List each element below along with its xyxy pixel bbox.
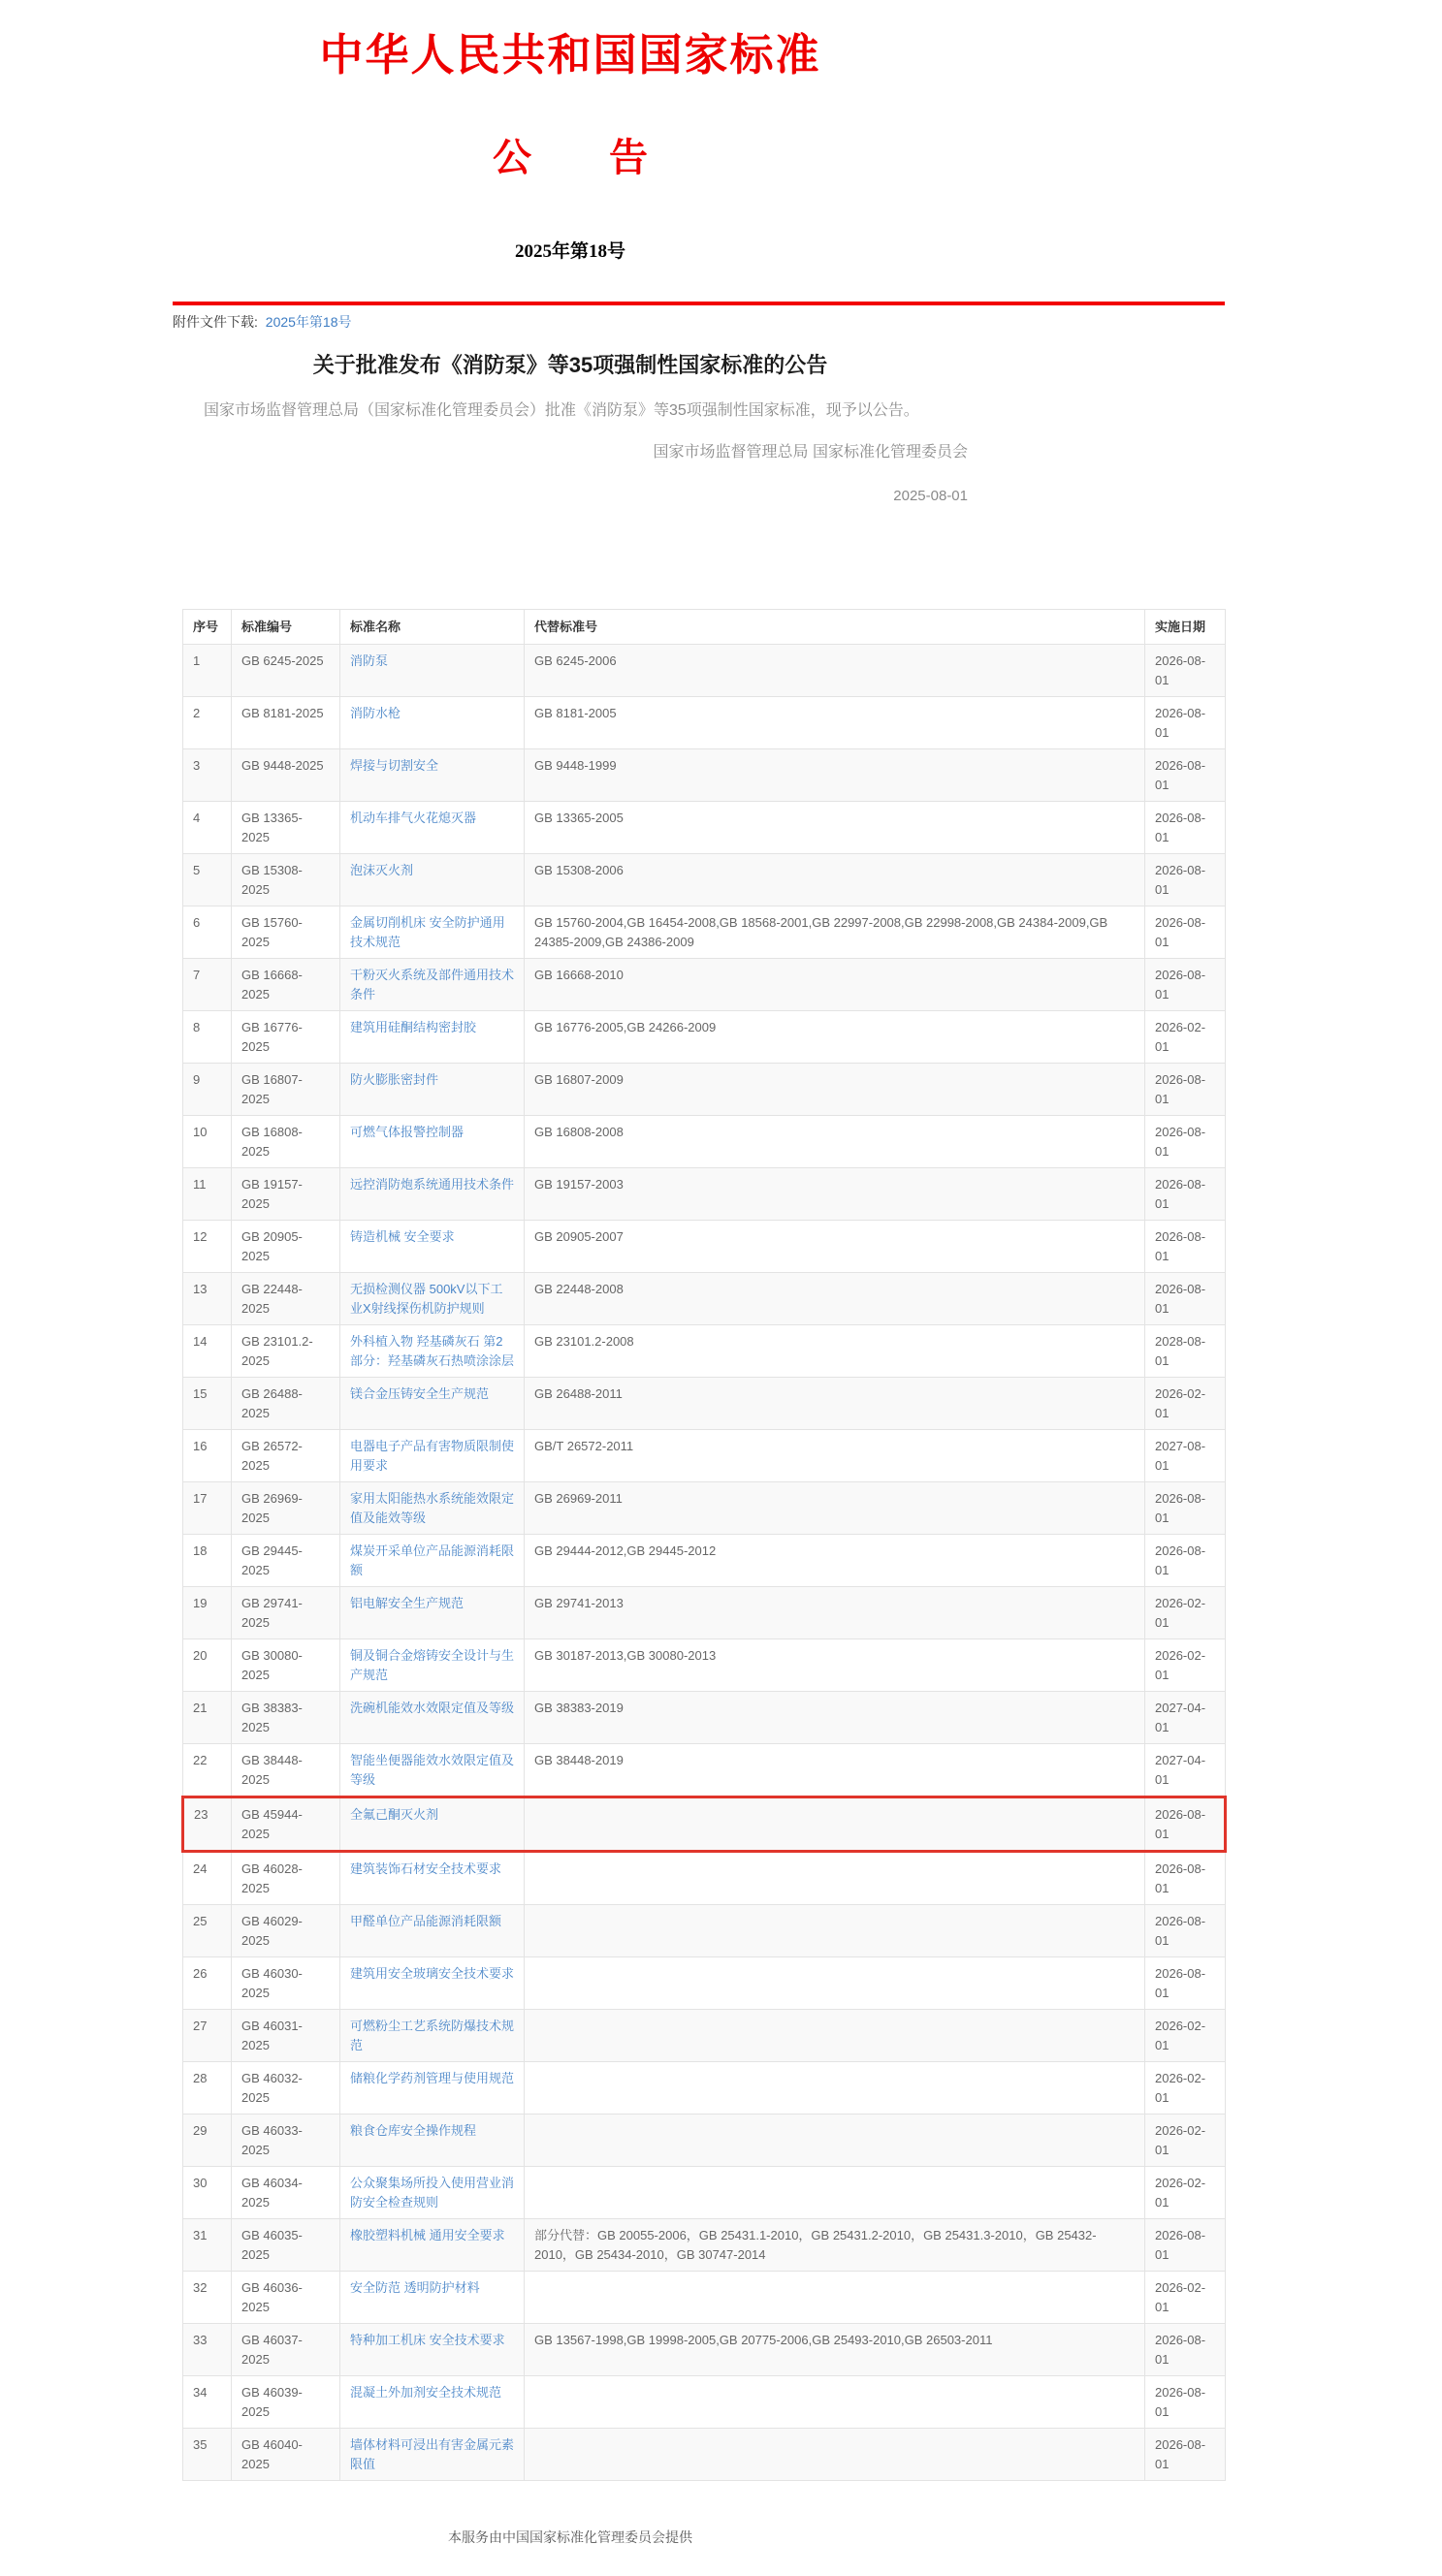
row-name-link[interactable]: 消防水枪 <box>350 706 401 721</box>
row-replaces: GB 20905-2007 <box>525 1221 1145 1273</box>
row-code: GB 26572-2025 <box>232 1430 340 1482</box>
table-row <box>183 1325 1226 1378</box>
row-date: 2026-08-01 <box>1145 1273 1226 1325</box>
row-code: GB 46034-2025 <box>232 2167 340 2219</box>
row-code: GB 22448-2025 <box>232 1273 340 1325</box>
standards-table-header <box>183 609 1226 645</box>
row-no: 10 <box>183 1116 232 1168</box>
row-date: 2026-08-01 <box>1145 1221 1226 1273</box>
row-name-link[interactable]: 机动车排气火花熄灭器 <box>350 811 477 826</box>
table-row <box>183 1273 1226 1325</box>
row-code: GB 16808-2025 <box>232 1116 340 1168</box>
row-date: 2026-08-01 <box>1145 959 1226 1011</box>
row-code: GB 38448-2025 <box>232 1744 340 1797</box>
table-row <box>183 697 1226 749</box>
header-cell-code: 标准编号 <box>232 609 340 645</box>
row-no: 1 <box>183 645 232 697</box>
row-no: 33 <box>183 2324 232 2376</box>
table-row <box>183 1482 1226 1535</box>
row-no: 24 <box>183 1852 232 1905</box>
row-name-link[interactable]: 电器电子产品有害物质限制使用要求 <box>350 1439 515 1473</box>
row-name-link[interactable]: 洗碗机能效水效限定值及等级 <box>350 1701 515 1716</box>
row-code: GB 9448-2025 <box>232 749 340 802</box>
row-code: GB 29741-2025 <box>232 1587 340 1639</box>
row-no: 9 <box>183 1064 232 1116</box>
row-date: 2026-08-01 <box>1145 1852 1226 1905</box>
row-replaces <box>525 2272 1145 2324</box>
table-row <box>183 1011 1226 1064</box>
table-row <box>183 1852 1226 1905</box>
row-name-link[interactable]: 橡胶塑料机械 通用安全要求 <box>350 2228 505 2243</box>
table-row <box>183 1797 1226 1852</box>
row-name-link[interactable]: 建筑用安全玻璃安全技术要求 <box>350 1966 515 1982</box>
row-no: 34 <box>183 2376 232 2429</box>
row-code: GB 46035-2025 <box>232 2219 340 2272</box>
table-row <box>183 1064 1226 1116</box>
row-replaces: GB 15308-2006 <box>525 854 1145 906</box>
row-no: 12 <box>183 1221 232 1273</box>
row-replaces: GB 26488-2011 <box>525 1378 1145 1430</box>
row-name-link[interactable]: 防火膨胀密封件 <box>350 1072 439 1088</box>
row-no: 5 <box>183 854 232 906</box>
row-name-link[interactable]: 金属切削机床 安全防护通用技术规范 <box>350 915 505 949</box>
issue-number: 2025年第18号 <box>514 241 625 262</box>
table-row <box>183 1221 1226 1273</box>
row-replaces: GB 30187-2013,GB 30080-2013 <box>525 1639 1145 1692</box>
row-name-link[interactable]: 安全防范 透明防护材料 <box>350 2280 480 2296</box>
row-replaces: GB 9448-1999 <box>525 749 1145 802</box>
row-no: 19 <box>183 1587 232 1639</box>
row-replaces: GB 13567-1998,GB 19998-2005,GB 20775-2006,GB 25493-2010,GB 26503-2011 <box>525 2324 1145 2376</box>
row-name-link[interactable]: 甲醛单位产品能源消耗限额 <box>350 1914 502 1929</box>
row-no: 23 <box>183 1797 232 1852</box>
row-replaces: GB 29444-2012,GB 29445-2012 <box>525 1535 1145 1587</box>
row-name-link[interactable]: 粮食仓库安全操作规程 <box>350 2123 477 2139</box>
row-no: 28 <box>183 2062 232 2115</box>
row-code: GB 30080-2025 <box>232 1639 340 1692</box>
row-name-link[interactable]: 智能坐便器能效水效限定值及等级 <box>350 1753 515 1787</box>
row-no: 29 <box>183 2115 232 2167</box>
table-row <box>183 959 1226 1011</box>
row-code: GB 46036-2025 <box>232 2272 340 2324</box>
table-row <box>183 1744 1226 1797</box>
table-row <box>183 1168 1226 1221</box>
row-no: 21 <box>183 1692 232 1744</box>
row-name-link[interactable]: 消防泵 <box>350 653 389 669</box>
standards-table <box>181 609 1227 2482</box>
row-no: 31 <box>183 2219 232 2272</box>
announcement-date: 2025-08-01 <box>893 487 968 504</box>
table-row <box>183 2429 1226 2481</box>
row-replaces: GB 29741-2013 <box>525 1587 1145 1639</box>
row-code: GB 16668-2025 <box>232 959 340 1011</box>
row-date: 2026-08-01 <box>1145 1168 1226 1221</box>
row-date: 2026-02-01 <box>1145 1011 1226 1064</box>
table-row <box>183 1587 1226 1639</box>
row-code: GB 46032-2025 <box>232 2062 340 2115</box>
row-code: GB 46033-2025 <box>232 2115 340 2167</box>
row-code: GB 46037-2025 <box>232 2324 340 2376</box>
row-replaces: GB/T 26572-2011 <box>525 1430 1145 1482</box>
masthead <box>173 19 968 263</box>
row-replaces: GB 16668-2010 <box>525 959 1145 1011</box>
table-row <box>183 1692 1226 1744</box>
row-date: 2026-02-01 <box>1145 1639 1226 1692</box>
row-date: 2026-08-01 <box>1145 854 1226 906</box>
table-row <box>183 1535 1226 1587</box>
row-no: 6 <box>183 906 232 959</box>
row-replaces <box>525 2062 1145 2115</box>
table-row <box>183 1116 1226 1168</box>
row-name-link[interactable]: 可燃粉尘工艺系统防爆技术规范 <box>350 2019 515 2052</box>
row-no: 13 <box>183 1273 232 1325</box>
header-cell-no: 序号 <box>183 609 232 645</box>
row-replaces: GB 6245-2006 <box>525 645 1145 697</box>
row-name-link[interactable]: 干粉灭火系统及部件通用技术条件 <box>350 968 515 1002</box>
row-replaces <box>525 2010 1145 2062</box>
row-code: GB 46031-2025 <box>232 2010 340 2062</box>
attachment-download-link[interactable]: 2025年第18号 <box>265 314 352 330</box>
row-name-link[interactable]: 无损检测仪器 500kV以下工业X射线探伤机防护规则 <box>350 1282 503 1316</box>
row-name-link[interactable]: 墙体材料可浸出有害金属元素限值 <box>350 2437 515 2471</box>
row-date: 2027-08-01 <box>1145 1430 1226 1482</box>
row-name-link[interactable]: 焊接与切割安全 <box>350 758 439 774</box>
row-date: 2026-02-01 <box>1145 2167 1226 2219</box>
attachment-bar <box>173 302 1225 332</box>
row-no: 22 <box>183 1744 232 1797</box>
row-no: 16 <box>183 1430 232 1482</box>
announcement-signature: 国家市场监督管理总局 国家标准化管理委员会 <box>653 443 968 461</box>
row-name-link[interactable]: 公众聚集场所投入使用营业消防安全检查规则 <box>350 2176 515 2210</box>
row-date: 2026-08-01 <box>1145 1535 1226 1587</box>
table-row <box>183 2167 1226 2219</box>
row-no: 3 <box>183 749 232 802</box>
row-date: 2026-08-01 <box>1145 802 1226 854</box>
row-replaces: GB 16808-2008 <box>525 1116 1145 1168</box>
row-code: GB 15308-2025 <box>232 854 340 906</box>
announcement-type-title: 公 告 <box>493 136 648 179</box>
row-code: GB 38383-2025 <box>232 1692 340 1744</box>
row-no: 35 <box>183 2429 232 2481</box>
row-date: 2026-02-01 <box>1145 1587 1226 1639</box>
row-no: 18 <box>183 1535 232 1587</box>
row-replaces: GB 38448-2019 <box>525 1744 1145 1797</box>
row-date: 2026-08-01 <box>1145 1482 1226 1535</box>
row-code: GB 23101.2-2025 <box>232 1325 340 1378</box>
row-date: 2026-08-01 <box>1145 749 1226 802</box>
row-no: 25 <box>183 1905 232 1957</box>
row-replaces <box>525 2429 1145 2481</box>
row-no: 20 <box>183 1639 232 1692</box>
row-name-link[interactable]: 外科植入物 羟基磷灰石 第2部分：羟基磷灰石热喷涂涂层 <box>350 1334 515 1368</box>
table-row <box>183 1957 1226 2010</box>
table-row <box>183 1639 1226 1692</box>
row-name-link[interactable]: 铸造机械 安全要求 <box>350 1229 455 1245</box>
table-row <box>183 2010 1226 2062</box>
row-date: 2026-08-01 <box>1145 1905 1226 1957</box>
row-no: 15 <box>183 1378 232 1430</box>
row-code: GB 13365-2025 <box>232 802 340 854</box>
header-row <box>183 609 1226 645</box>
row-no: 8 <box>183 1011 232 1064</box>
site-footer <box>173 2528 968 2576</box>
header-cell-replaces: 代替标准号 <box>525 609 1145 645</box>
row-replaces: GB 22448-2008 <box>525 1273 1145 1325</box>
row-no: 17 <box>183 1482 232 1535</box>
row-name-link[interactable]: 特种加工机床 安全技术要求 <box>350 2333 505 2348</box>
row-code: GB 15760-2025 <box>232 906 340 959</box>
row-no: 7 <box>183 959 232 1011</box>
row-replaces: GB 16807-2009 <box>525 1064 1145 1116</box>
row-code: GB 26488-2025 <box>232 1378 340 1430</box>
row-code: GB 45944-2025 <box>232 1797 340 1852</box>
row-replaces: GB 13365-2005 <box>525 802 1145 854</box>
row-name-link[interactable]: 混凝土外加剂安全技术规范 <box>350 2385 502 2401</box>
row-date: 2026-02-01 <box>1145 2115 1226 2167</box>
row-no: 32 <box>183 2272 232 2324</box>
row-replaces: GB 16776-2005,GB 24266-2009 <box>525 1011 1145 1064</box>
header-cell-name: 标准名称 <box>340 609 525 645</box>
table-row <box>183 2115 1226 2167</box>
row-code: GB 46040-2025 <box>232 2429 340 2481</box>
row-date: 2026-08-01 <box>1145 645 1226 697</box>
row-date: 2026-08-01 <box>1145 2429 1226 2481</box>
row-code: GB 19157-2025 <box>232 1168 340 1221</box>
row-name-link[interactable]: 可燃气体报警控制器 <box>350 1125 465 1140</box>
row-code: GB 26969-2025 <box>232 1482 340 1535</box>
row-no: 30 <box>183 2167 232 2219</box>
table-row <box>183 2272 1226 2324</box>
row-date: 2027-04-01 <box>1145 1692 1226 1744</box>
row-replaces: GB 38383-2019 <box>525 1692 1145 1744</box>
row-replaces <box>525 1957 1145 2010</box>
row-replaces: GB 19157-2003 <box>525 1168 1145 1221</box>
row-replaces: GB 8181-2005 <box>525 697 1145 749</box>
table-row <box>183 1430 1226 1482</box>
row-replaces <box>525 1905 1145 1957</box>
table-row <box>183 2219 1226 2272</box>
row-date: 2026-08-01 <box>1145 2219 1226 2272</box>
table-row <box>183 2324 1226 2376</box>
row-date: 2028-08-01 <box>1145 1325 1226 1378</box>
row-replaces <box>525 2167 1145 2219</box>
row-name-link[interactable]: 镁合金压铸安全生产规范 <box>350 1386 490 1402</box>
row-date: 2026-08-01 <box>1145 697 1226 749</box>
row-replaces: GB 26969-2011 <box>525 1482 1145 1535</box>
row-name-link[interactable]: 储粮化学药剂管理与使用规范 <box>350 2071 515 2086</box>
row-code: GB 16776-2025 <box>232 1011 340 1064</box>
announcement-body: 国家市场监督管理总局（国家标准化管理委员会）批准《消防泵》等35项强制性国家标准，现予以公告。 <box>204 402 919 419</box>
table-row <box>183 906 1226 959</box>
row-name-link[interactable]: 远控消防炮系统通用技术条件 <box>350 1177 515 1193</box>
table-row <box>183 645 1226 697</box>
row-code: GB 8181-2025 <box>232 697 340 749</box>
row-code: GB 46028-2025 <box>232 1852 340 1905</box>
row-name-link[interactable]: 家用太阳能热水系统能效限定值及能效等级 <box>350 1491 515 1525</box>
row-date: 2026-02-01 <box>1145 2062 1226 2115</box>
announcement-section <box>173 349 968 504</box>
row-no: 26 <box>183 1957 232 2010</box>
table-row <box>183 1905 1226 1957</box>
row-replaces <box>525 1852 1145 1905</box>
row-name-link[interactable]: 建筑用硅酮结构密封胶 <box>350 1020 477 1035</box>
row-code: GB 46039-2025 <box>232 2376 340 2429</box>
announcement-title: 关于批准发布《消防泵》等35项强制性国家标准的公告 <box>312 353 828 377</box>
row-replaces <box>525 1797 1145 1852</box>
row-date: 2026-08-01 <box>1145 1116 1226 1168</box>
row-date: 2027-04-01 <box>1145 1744 1226 1797</box>
row-name-link[interactable]: 煤炭开采单位产品能源消耗限额 <box>350 1543 515 1577</box>
standards-table-body <box>183 645 1226 2481</box>
row-date: 2026-08-01 <box>1145 906 1226 959</box>
row-code: GB 16807-2025 <box>232 1064 340 1116</box>
row-code: GB 46030-2025 <box>232 1957 340 2010</box>
row-date: 2026-08-01 <box>1145 2324 1226 2376</box>
row-code: GB 46029-2025 <box>232 1905 340 1957</box>
table-row <box>183 2062 1226 2115</box>
row-name-link[interactable]: 铜及铜合金熔铸安全设计与生产规范 <box>350 1648 515 1682</box>
row-date: 2026-02-01 <box>1145 1378 1226 1430</box>
row-name-link[interactable]: 全氟己酮灭火剂 <box>350 1807 439 1823</box>
row-replaces <box>525 2115 1145 2167</box>
row-date: 2026-08-01 <box>1145 1797 1226 1852</box>
table-row <box>183 802 1226 854</box>
row-date: 2026-08-01 <box>1145 1064 1226 1116</box>
page-title: 中华人民共和国国家标准 <box>319 31 821 80</box>
row-code: GB 29445-2025 <box>232 1535 340 1587</box>
row-date: 2026-08-01 <box>1145 1957 1226 2010</box>
row-replaces: GB 15760-2004,GB 16454-2008,GB 18568-2001,GB 22997-2008,GB 22998-2008,GB 24384-2009,GB 24385-2009,GB 24386-2009 <box>525 906 1145 959</box>
row-code: GB 6245-2025 <box>232 645 340 697</box>
row-name-link[interactable]: 泡沫灭火剂 <box>350 863 414 878</box>
row-date: 2026-02-01 <box>1145 2272 1226 2324</box>
table-row <box>183 854 1226 906</box>
row-no: 11 <box>183 1168 232 1221</box>
footer-text: 本服务由中国国家标准化管理委员会提供 <box>448 2529 692 2546</box>
row-name-link[interactable]: 建筑装饰石材安全技术要求 <box>350 1861 502 1877</box>
row-date: 2026-08-01 <box>1145 2376 1226 2429</box>
row-no: 27 <box>183 2010 232 2062</box>
table-row <box>183 2376 1226 2429</box>
attachment-label: 附件文件下载: <box>173 314 258 330</box>
row-no: 4 <box>183 802 232 854</box>
table-row <box>183 1378 1226 1430</box>
row-name-link[interactable]: 铝电解安全生产规范 <box>350 1596 465 1611</box>
table-row <box>183 749 1226 802</box>
row-code: GB 20905-2025 <box>232 1221 340 1273</box>
row-date: 2026-02-01 <box>1145 2010 1226 2062</box>
row-replaces: GB 23101.2-2008 <box>525 1325 1145 1378</box>
row-no: 14 <box>183 1325 232 1378</box>
row-replaces: 部分代替：GB 20055-2006，GB 25431.1-2010，GB 25431.2-2010，GB 25431.3-2010，GB 25432-2010，GB 25434-2010，GB 30747-2014 <box>525 2219 1145 2272</box>
row-replaces <box>525 2376 1145 2429</box>
row-no: 2 <box>183 697 232 749</box>
header-cell-date: 实施日期 <box>1145 609 1226 645</box>
